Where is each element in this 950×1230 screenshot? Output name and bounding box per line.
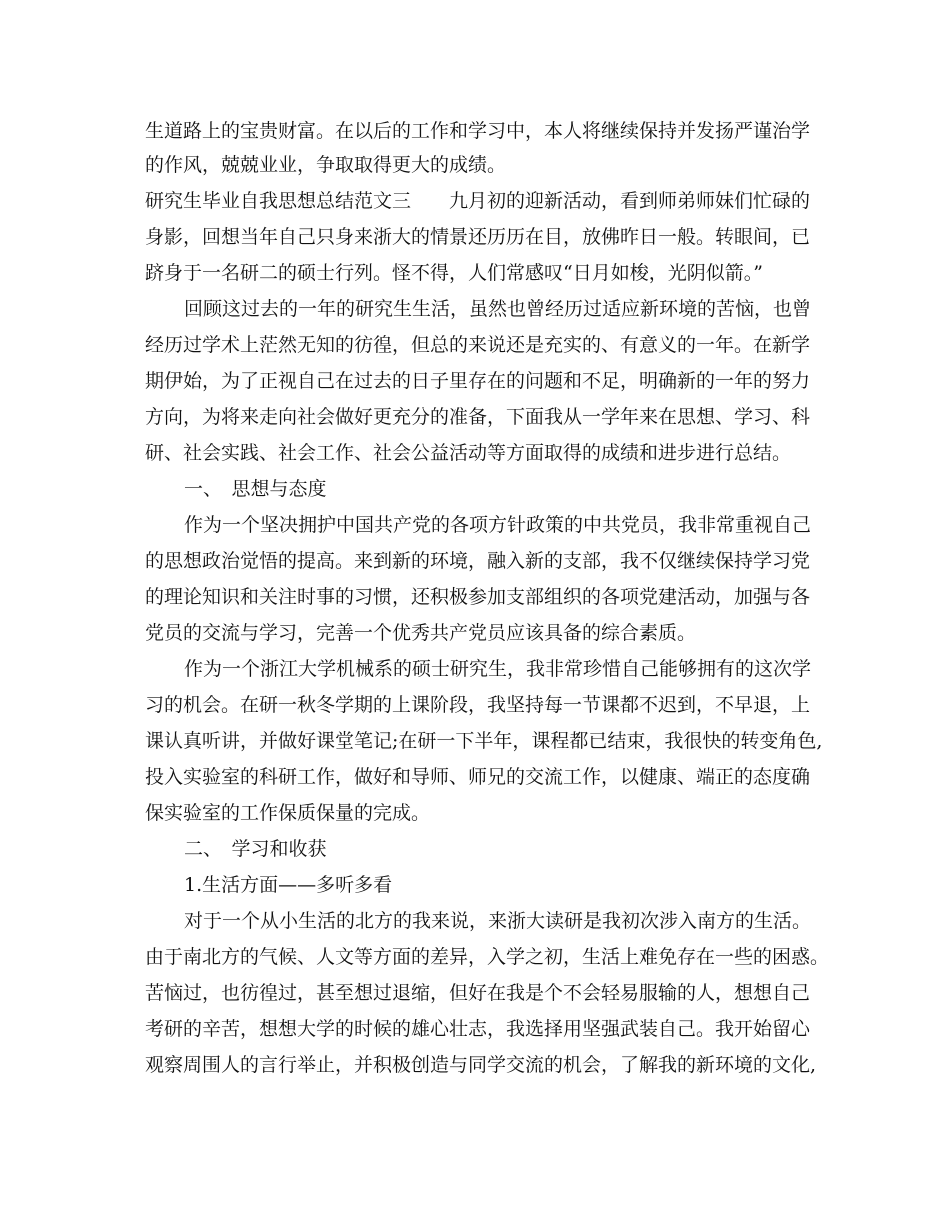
text-line: 观察周围人的言行举止，并积极创造与同学交流的机会，了解我的新环境的文化, <box>145 1054 817 1076</box>
text-line: 方向，为将来走向社会做好更充分的准备，下面我从一学年来在思想、学习、科 <box>145 406 811 428</box>
text-line: 期伊始，为了正视自己在过去的日子里存在的问题和不足，明确新的一年的努力 <box>145 370 811 392</box>
text-line: 身影，回想当年自己只身来浙大的情景还历历在目，放佛昨日一般。转眼间，已 <box>145 226 811 248</box>
text-line: 苦恼过，也彷徨过，甚至想过退缩，但好在我是个不会轻易服输的人，想想自己 <box>145 982 811 1004</box>
text-line: 课认真听讲，并做好课堂笔记;在研一下半年，课程都已结束，我很快的转变角色, <box>145 730 823 752</box>
text-line: 的作风，兢兢业业，争取取得更大的成绩。 <box>145 154 507 176</box>
text-line: 研究生毕业自我思想总结范文三 九月初的迎新活动，看到师弟师妹们忙碌的 <box>145 190 811 212</box>
text-line: 对于一个从小生活的北方的我来说，来浙大读研是我初次涉入南方的生活。 <box>184 910 812 932</box>
section-heading: 二、 学习和收获 <box>184 838 327 860</box>
text-line: 经历过学术上茫然无知的彷徨，但总的来说还是充实的、有意义的一年。在新学 <box>145 334 811 356</box>
text-line: 的思想政治觉悟的提高。来到新的环境，融入新的支部，我不仅继续保持学习党 <box>145 550 811 572</box>
text-line: 作为一个坚决拥护中国共产党的各项方针政策的中共党员，我非常重视自己 <box>184 514 812 536</box>
subsection-heading: 1.生活方面——多听多看 <box>184 874 393 896</box>
text-line: 投入实验室的科研工作，做好和导师、师兄的交流工作，以健康、端正的态度确 <box>145 766 811 788</box>
text-line: 跻身于一名研二的硕士行列。怪不得，人们常感叹“日月如梭，光阴似箭。” <box>145 262 763 284</box>
text-line: 保实验室的工作保质保量的完成。 <box>145 802 431 824</box>
text-line: 回顾这过去的一年的研究生生活，虽然也曾经历过适应新环境的苦恼，也曾 <box>184 298 812 320</box>
text-line: 习的机会。在研一秋冬学期的上课阶段，我坚持每一节课都不迟到，不早退，上 <box>145 694 811 716</box>
text-line: 由于南北方的气候、人文等方面的差异，入学之初，生活上难免存在一些的困惑。 <box>145 946 830 968</box>
text-line: 的理论知识和关注时事的习惯，还积极参加支部组织的各项党建活动，加强与各 <box>145 586 811 608</box>
text-line: 研、社会实践、社会工作、社会公益活动等方面取得的成绩和进步进行总结。 <box>145 442 792 464</box>
section-heading: 一、 思想与态度 <box>184 478 327 500</box>
text-line: 生道路上的宝贵财富。在以后的工作和学习中，本人将继续保持并发扬严谨治学 <box>145 120 811 142</box>
text-line: 考研的辛苦，想想大学的时候的雄心壮志，我选择用坚强武装自己。我开始留心 <box>145 1018 811 1040</box>
text-line: 党员的交流与学习，完善一个优秀共产党员应该具备的综合素质。 <box>145 622 697 644</box>
text-line: 作为一个浙江大学机械系的硕士研究生，我非常珍惜自己能够拥有的这次学 <box>184 658 812 680</box>
